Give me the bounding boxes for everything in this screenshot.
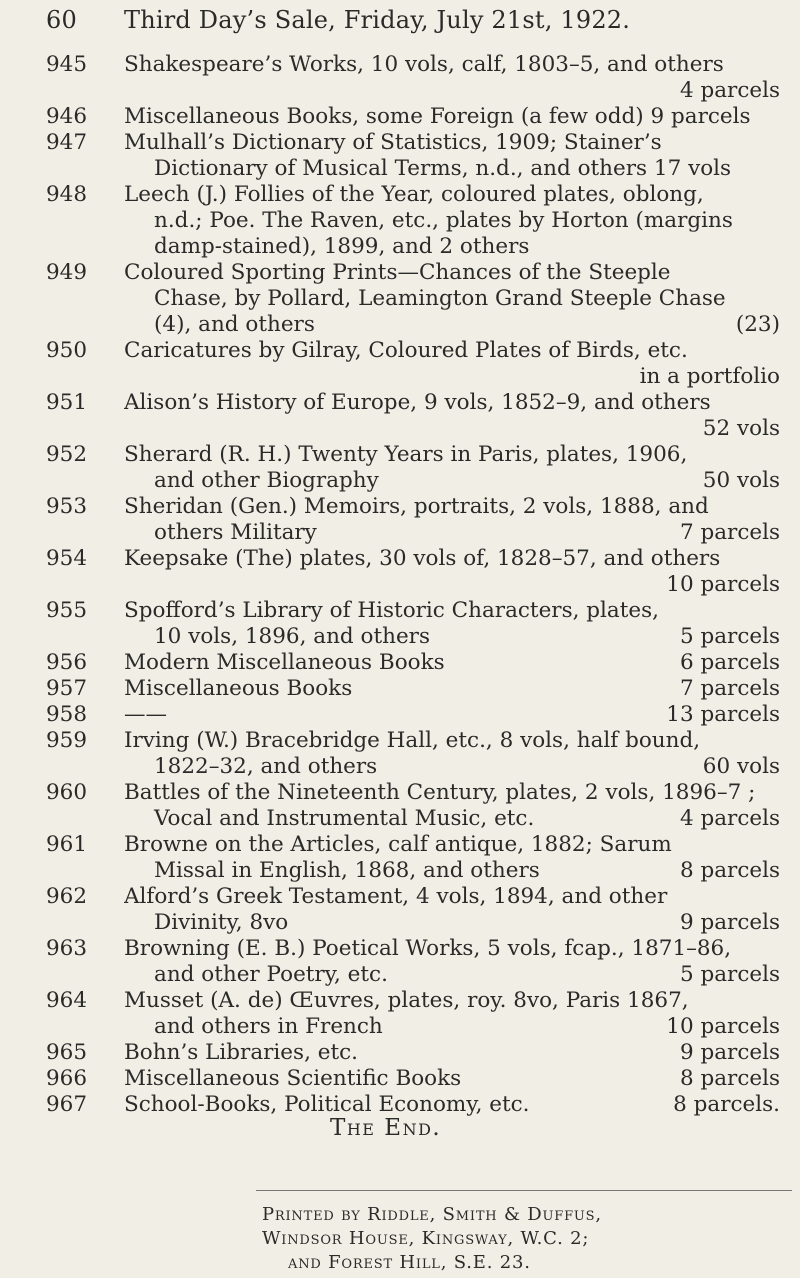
lot-number: 960 [46, 780, 88, 805]
lot-quantity: 5 parcels [679, 624, 780, 649]
lot-line [124, 468, 780, 494]
lot-line: damp-stained), 1899, and 2 others [154, 234, 530, 259]
lot-line [124, 520, 780, 546]
lot-entry [0, 52, 800, 104]
lot-entry [0, 832, 800, 884]
lot-line-text: —— [124, 702, 167, 727]
lot-quantity: 13 parcels [666, 702, 780, 727]
lot-entry [0, 494, 800, 546]
lot-number: 952 [46, 442, 88, 467]
lot-description [124, 780, 780, 832]
lot-entry [0, 130, 800, 182]
lot-description [124, 494, 780, 546]
lot-line-text: Vocal and Instrumental Music, etc. [154, 806, 535, 831]
lot-description [124, 104, 780, 130]
page-header [46, 6, 786, 34]
lot-entry [0, 1040, 800, 1066]
lot-description [124, 52, 780, 104]
lot-entry [0, 988, 800, 1040]
lot-entry [0, 442, 800, 494]
lot-description [124, 130, 780, 182]
lot-line-text: Miscellaneous Books [124, 676, 353, 701]
lot-line: Chase, by Pollard, Leamington Grand Steeple Chase [154, 286, 726, 311]
lot-line-text: and other Biography [154, 468, 379, 493]
lot-number: 951 [46, 390, 88, 415]
lot-line [124, 624, 780, 650]
end-mark: The End. [330, 1115, 442, 1141]
lot-line-text: Bohn’s Libraries, etc. [124, 1040, 358, 1065]
lot-line [124, 702, 780, 728]
lot-line: Sheridan (Gen.) Memoirs, portraits, 2 vols, 1888, and [124, 494, 709, 519]
lot-description [124, 182, 780, 260]
lot-quantity: 10 parcels [666, 572, 780, 597]
lot-line: Browne on the Articles, calf antique, 1882; Sarum [124, 832, 672, 857]
lot-number: 967 [46, 1092, 88, 1117]
lot-number: 959 [46, 728, 88, 753]
lot-entry [0, 702, 800, 728]
lot-quantity: 10 parcels [666, 1014, 780, 1039]
lot-quantity: 60 vols [702, 754, 780, 779]
lot-line: Sherard (R. H.) Twenty Years in Paris, plates, 1906, [124, 442, 688, 467]
lot-quantity: 8 parcels [679, 1066, 780, 1091]
lot-number: 950 [46, 338, 88, 363]
lot-line-text: Divinity, 8vo [154, 910, 289, 935]
lot-line [124, 1092, 780, 1118]
lot-line: Miscellaneous Books, some Foreign (a few odd) 9 parcels [124, 104, 751, 129]
lot-quantity: 6 parcels [679, 650, 780, 675]
lot-line [124, 806, 780, 832]
lot-description [124, 1040, 780, 1066]
lot-line [124, 650, 780, 676]
lot-line: Caricatures by Gilray, Coloured Plates of Birds, etc. [124, 338, 688, 363]
lot-number: 961 [46, 832, 88, 857]
lot-entry [0, 728, 800, 780]
lot-line [124, 1014, 780, 1040]
lot-quantity: 8 parcels [679, 858, 780, 883]
lot-number: 945 [46, 52, 88, 77]
lot-description [124, 936, 780, 988]
lot-line-text: School-Books, Political Economy, etc. [124, 1092, 530, 1117]
lot-entry [0, 936, 800, 988]
lot-quantity: 4 parcels [679, 806, 780, 831]
lot-line-text: 1822–32, and others [154, 754, 378, 779]
lot-line-text: and others in French [154, 1014, 383, 1039]
lot-quantity: 7 parcels [679, 676, 780, 701]
lot-line [124, 1066, 780, 1092]
lot-line [124, 676, 780, 702]
lot-line [124, 962, 780, 988]
lot-entry [0, 884, 800, 936]
lot-quantity: 9 parcels [679, 910, 780, 935]
lot-description [124, 1066, 780, 1092]
lot-description [124, 832, 780, 884]
lot-line: Browning (E. B.) Poetical Works, 5 vols, fcap., 1871–86, [124, 936, 732, 961]
lot-line: Keepsake (The) plates, 30 vols of, 1828–57, and others [124, 546, 721, 571]
lot-line: Coloured Sporting Prints—Chances of the Steeple [124, 260, 671, 285]
lot-description [124, 728, 780, 780]
lot-entry [0, 104, 800, 130]
lot-description [124, 676, 780, 702]
lot-description [124, 988, 780, 1040]
lot-line: Shakespeare’s Works, 10 vols, calf, 1803–5, and others [124, 52, 724, 77]
lot-description [124, 1092, 780, 1118]
lot-quantity: 9 parcels [679, 1040, 780, 1065]
lot-number: 953 [46, 494, 88, 519]
lot-line: Irving (W.) Bracebridge Hall, etc., 8 vols, half bound, [124, 728, 701, 753]
lot-line: Battles of the Nineteenth Century, plates, 2 vols, 1896–7 ; [124, 780, 756, 805]
lot-line [124, 1040, 780, 1066]
lot-number: 948 [46, 182, 88, 207]
lot-quantity: 50 vols [702, 468, 780, 493]
lot-entry [0, 390, 800, 442]
lot-entry [0, 182, 800, 260]
lot-entry [0, 598, 800, 650]
printer-line: Printed by Riddle, Smith & Duffus, [262, 1204, 602, 1225]
lot-line-text: others Military [154, 520, 317, 545]
lot-entry [0, 676, 800, 702]
lot-number: 964 [46, 988, 88, 1013]
lot-description [124, 546, 780, 598]
lot-quantity: 7 parcels [679, 520, 780, 545]
lot-entry [0, 338, 800, 390]
lot-entry [0, 546, 800, 598]
lot-number: 954 [46, 546, 88, 571]
lot-line: Dictionary of Musical Terms, n.d., and others 17 vols [154, 156, 732, 181]
lot-description [124, 260, 780, 338]
lot-number: 957 [46, 676, 88, 701]
lot-line: Spofford’s Library of Historic Characters, plates, [124, 598, 659, 623]
lot-line [124, 312, 780, 338]
page-number: 60 [46, 6, 77, 34]
lot-line-text: Miscellaneous Scientific Books [124, 1066, 462, 1091]
running-title: Third Day’s Sale, Friday, July 21st, 1922. [124, 6, 631, 34]
lot-quantity: in a portfolio [639, 364, 780, 389]
lot-quantity: 4 parcels [679, 78, 780, 103]
lot-list [0, 52, 800, 1118]
lot-line-text: Missal in English, 1868, and others [154, 858, 540, 883]
lot-line [124, 754, 780, 780]
lot-line [124, 910, 780, 936]
lot-line-text: Modern Miscellaneous Books [124, 650, 445, 675]
lot-number: 963 [46, 936, 88, 961]
lot-description [124, 884, 780, 936]
lot-description [124, 598, 780, 650]
lot-line: Mulhall’s Dictionary of Statistics, 1909; Stainer’s [124, 130, 662, 155]
lot-number: 956 [46, 650, 88, 675]
lot-number: 965 [46, 1040, 88, 1065]
lot-quantity: 8 parcels. [673, 1092, 780, 1117]
lot-line: Alford’s Greek Testament, 4 vols, 1894, and other [124, 884, 668, 909]
lot-quantity: 5 parcels [679, 962, 780, 987]
lot-number: 949 [46, 260, 88, 285]
lot-number: 962 [46, 884, 88, 909]
lot-description [124, 650, 780, 676]
lot-number: 966 [46, 1066, 88, 1091]
lot-description [124, 702, 780, 728]
lot-line-text: (4), and others [154, 312, 315, 337]
lot-description [124, 390, 780, 442]
lot-quantity: (23) [735, 312, 780, 337]
lot-line: Alison’s History of Europe, 9 vols, 1852–9, and others [124, 390, 711, 415]
lot-number: 946 [46, 104, 88, 129]
lot-number: 958 [46, 702, 88, 727]
lot-entry [0, 260, 800, 338]
lot-line-text: 10 vols, 1896, and others [154, 624, 430, 649]
lot-number: 955 [46, 598, 88, 623]
lot-entry [0, 780, 800, 832]
lot-line: Musset (A. de) Œuvres, plates, roy. 8vo, Paris 1867, [124, 988, 689, 1013]
printer-line: and Forest Hill, S.E. 23. [288, 1252, 531, 1273]
lot-line-text: and other Poetry, etc. [154, 962, 388, 987]
divider-rule [256, 1190, 792, 1191]
lot-description [124, 338, 780, 390]
lot-quantity: 52 vols [702, 416, 780, 441]
lot-description [124, 442, 780, 494]
lot-line: n.d.; Poe. The Raven, etc., plates by Horton (margins [154, 208, 733, 233]
printer-imprint [262, 1203, 782, 1275]
lot-number: 947 [46, 130, 88, 155]
lot-line [124, 858, 780, 884]
lot-entry [0, 650, 800, 676]
lot-line: Leech (J.) Follies of the Year, coloured plates, oblong, [124, 182, 704, 207]
lot-entry [0, 1066, 800, 1092]
printer-line: Windsor House, Kingsway, W.C. 2; [262, 1228, 590, 1249]
